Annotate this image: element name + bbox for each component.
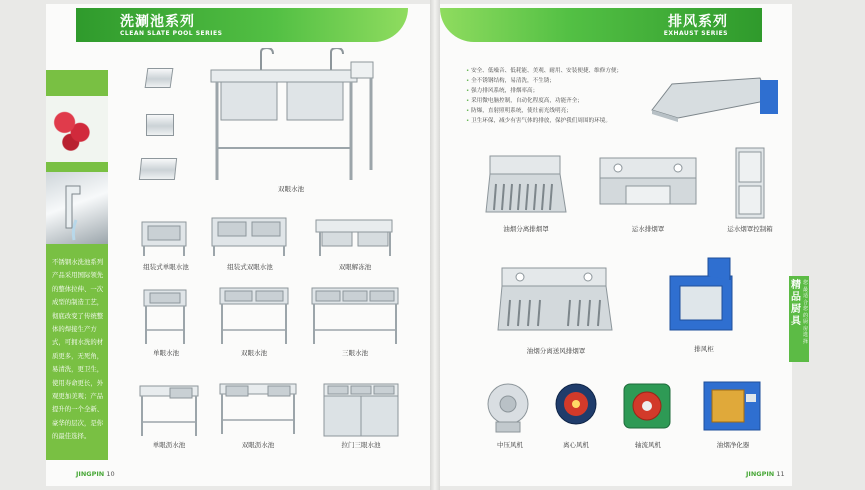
product-oil-separation-air-supply-hood [496, 266, 616, 356]
sink-icon [136, 214, 196, 258]
product-double-sink [216, 284, 292, 360]
product-assembled-single-sink [136, 214, 196, 270]
product-label: 油烟分离排烟罩 [503, 225, 549, 233]
sink-icon [216, 284, 292, 346]
footer-brand: JINGPIN [746, 470, 775, 478]
basin-image-2 [144, 110, 176, 140]
page-number: 11 [776, 470, 785, 478]
product-label: 双眼沥水池 [241, 441, 275, 449]
product-water-wash-hood [596, 156, 700, 236]
faucet-photo [46, 172, 108, 244]
right-banner-subtitle: EXHAUST SERIES [663, 30, 728, 37]
purifier-icon [698, 376, 768, 436]
right-page [440, 4, 792, 486]
sink-cabinet-icon [320, 378, 402, 440]
product-double-sink-large [201, 48, 381, 196]
faucet-icon [46, 172, 108, 244]
double-sink-icon [201, 48, 381, 184]
section-tab-subtitle: 您最适合您的厨房选择 [803, 280, 809, 345]
feature-item: • 卫生环保，减少有害气体的排放，保护我们周围的环境。 [466, 116, 622, 126]
hero-hood-image [642, 70, 782, 130]
left-banner-subtitle: CLEAN SLATE POOL SERIES [120, 30, 223, 37]
sink-icon [216, 376, 300, 438]
product-label: 拉门三眼水池 [341, 441, 381, 449]
control-cabinet-icon [716, 146, 784, 222]
product-exhaust-cabinet [668, 252, 740, 356]
feature-item: • 强力排风系统，排烟率高； [466, 86, 622, 96]
product-label: 油烟分离送风排烟罩 [526, 347, 586, 355]
left-page [46, 4, 430, 486]
sink-icon [136, 378, 202, 440]
right-footer [746, 470, 785, 478]
product-label: 离心风机 [563, 441, 589, 449]
range-hood-icon [642, 70, 782, 130]
section-tab-title: 精品厨具 [791, 280, 801, 327]
feature-item: • 防爆，直射照明系统，使灶前光线明亮； [466, 106, 622, 116]
left-footer [76, 470, 115, 478]
product-label: 三眼水池 [342, 349, 368, 357]
product-label: 组装式双眼水池 [227, 263, 273, 271]
page-gutter [430, 0, 440, 490]
product-label: 双眼解冻池 [338, 263, 372, 271]
fan-icon [550, 378, 602, 434]
left-banner [76, 8, 408, 42]
basin-image-1 [144, 64, 174, 92]
sink-icon [312, 212, 398, 258]
product-label: 单眼水池 [153, 349, 179, 357]
product-triple-sink [308, 284, 402, 360]
footer-brand: JINGPIN [76, 470, 105, 478]
feature-item: • 采用微电脑控制，自动化程度高，功能齐全； [466, 96, 622, 106]
fruit-photo [46, 96, 108, 162]
exhaust-cabinet-icon [668, 252, 740, 334]
left-banner-title: 洗涮池系列 [120, 14, 195, 30]
product-double-drain-sink [216, 376, 300, 454]
product-single-drain-sink [136, 378, 202, 454]
product-label: 单眼沥水池 [152, 441, 186, 449]
section-tab [789, 276, 809, 362]
range-hood-icon [596, 156, 700, 216]
sink-icon [140, 286, 192, 346]
product-centrifugal-fan [550, 378, 602, 456]
range-hood-icon [496, 266, 616, 336]
fan-icon [620, 376, 676, 436]
page-number: 10 [106, 470, 115, 478]
product-axial-fan [620, 376, 676, 456]
product-double-thaw-sink [312, 212, 398, 270]
product-medium-pressure-fan [480, 376, 540, 456]
feature-item: • 安全、低噪音、低耗能、美观、耐用、安装便捷、维修方便； [466, 66, 622, 76]
product-hood-control-box [716, 146, 784, 236]
product-oil-fume-purifier [698, 376, 768, 456]
range-hood-icon [484, 154, 568, 218]
product-label: 双眼水池 [278, 185, 304, 193]
basin-image-3 [138, 152, 178, 184]
feature-item: • 全不锈钢结构，易清洗，不生锈； [466, 76, 622, 86]
sink-icon [308, 284, 402, 346]
product-label: 组装式单眼水池 [143, 263, 189, 271]
product-sliding-door-triple-sink [320, 378, 402, 454]
fan-icon [480, 376, 540, 436]
sink-icon [208, 212, 292, 258]
right-banner [440, 8, 762, 42]
product-label: 运水烟罩控制箱 [727, 225, 773, 233]
right-banner-title: 排风系列 [668, 14, 728, 30]
product-label: 油烟净化器 [716, 441, 750, 449]
product-label: 轴流风机 [635, 441, 661, 449]
product-label: 中压风机 [497, 441, 523, 449]
product-oil-separation-hood [484, 154, 568, 236]
side-description: 不锈钢水洗池系列产品采用国际领先的整体拉伸、一次成型的制造工艺，彻底改变了传统整体的焊接生产方式，可拥水洗的材质更多，无死角，易清洗，更卫生，使用寿命更长，外观更加美观；产品提升的一个全新、豪华的层次，是你的最佳选择。 [52, 258, 104, 441]
product-single-sink [140, 286, 192, 360]
product-label: 运水排烟罩 [631, 225, 665, 233]
product-label: 双眼水池 [241, 349, 267, 357]
feature-list [466, 66, 622, 126]
product-assembled-double-sink [208, 212, 292, 270]
product-label: 排风柜 [694, 345, 714, 353]
